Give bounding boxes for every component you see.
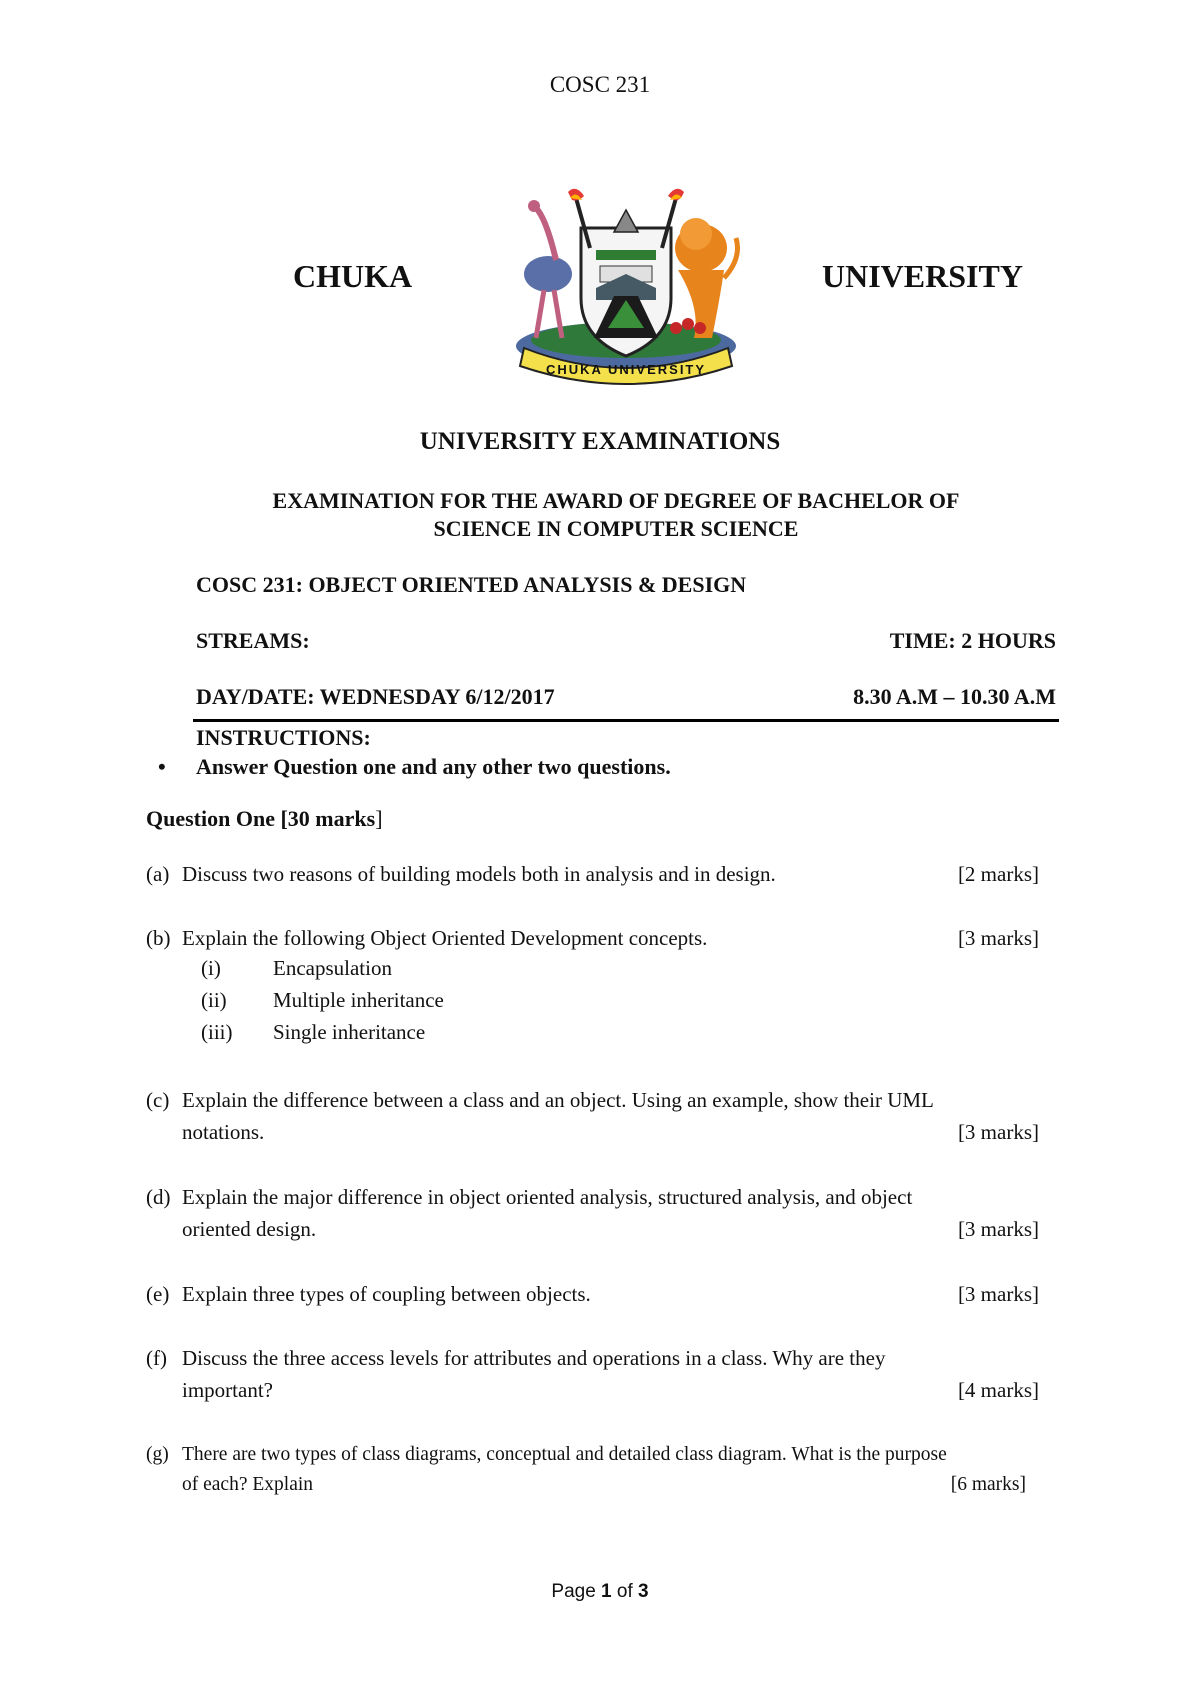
question-one-heading: Question One [30 marks] bbox=[146, 806, 383, 831]
part-text-line-1: Explain the difference between a class and an object. Using an example, show their UML bbox=[182, 1088, 934, 1112]
part-text-line-1: Discuss the three access levels for attributes and operations in a class. Why are they bbox=[182, 1346, 886, 1370]
question-part-a bbox=[146, 858, 1066, 890]
question-part-c bbox=[146, 1084, 1066, 1148]
part-text: Explain three types of coupling between objects. bbox=[182, 1282, 591, 1306]
part-text-line-1: There are two types of class diagrams, conceptual and detailed class diagram. What is the purpose bbox=[182, 1444, 947, 1465]
part-text-line-2: important? bbox=[182, 1378, 273, 1402]
header-course-code: COSC 231 bbox=[549, 72, 651, 97]
logo-ribbon-text: CHUKA UNIVERSITY bbox=[545, 362, 707, 377]
part-letter: (f) bbox=[146, 1346, 167, 1370]
part-letter: (e) bbox=[146, 1282, 170, 1306]
part-text-line-2: oriented design. bbox=[182, 1217, 317, 1241]
question-part-b bbox=[146, 922, 1066, 954]
question-part-d bbox=[146, 1181, 1066, 1245]
part-marks: [3 marks] bbox=[957, 1282, 1039, 1306]
part-letter: (a) bbox=[146, 862, 170, 886]
part-text: Discuss two reasons of building models both in analysis and in design. bbox=[182, 862, 776, 886]
part-marks: [3 marks] bbox=[957, 926, 1039, 950]
bullet-icon: • bbox=[158, 754, 166, 779]
instruction-item: Answer Question one and any other two questions. bbox=[196, 754, 671, 779]
part-letter: (d) bbox=[146, 1185, 171, 1209]
part-text: Explain the following Object Oriented Development concepts. bbox=[182, 926, 708, 950]
exam-title: UNIVERSITY EXAMINATIONS bbox=[419, 428, 781, 455]
time-range: 8.30 A.M – 10.30 A.M bbox=[853, 684, 1056, 709]
university-crest-logo bbox=[496, 188, 756, 392]
page-footer: Page 1 of 3 bbox=[551, 1581, 649, 1602]
university-name-right: UNIVERSITY bbox=[822, 258, 1023, 294]
subitem: (ii) Multiple inheritance bbox=[201, 988, 444, 1012]
instructions-heading: INSTRUCTIONS: bbox=[196, 725, 371, 750]
part-text-line-2: of each? Explain bbox=[182, 1474, 314, 1495]
question-part-e bbox=[146, 1278, 1066, 1310]
part-letter: (b) bbox=[146, 926, 171, 950]
part-marks: [3 marks] bbox=[957, 1120, 1039, 1144]
day-date: DAY/DATE: WEDNESDAY 6/12/2017 bbox=[196, 684, 555, 709]
part-marks: [2 marks] bbox=[957, 862, 1039, 886]
subitem: (iii) Single inheritance bbox=[201, 1020, 426, 1044]
question-part-f bbox=[146, 1342, 1066, 1406]
university-name-left: CHUKA bbox=[293, 258, 413, 294]
part-letter: (c) bbox=[146, 1088, 170, 1112]
degree-line-1: EXAMINATION FOR THE AWARD OF DEGREE OF BACHELOR OF bbox=[272, 488, 960, 513]
question-part-g bbox=[146, 1440, 1066, 1500]
degree-line-2: SCIENCE IN COMPUTER SCIENCE bbox=[433, 516, 799, 541]
part-text-line-2: notations. bbox=[182, 1120, 265, 1144]
part-marks: [6 marks] bbox=[950, 1474, 1026, 1495]
part-marks: [3 marks] bbox=[957, 1217, 1039, 1241]
header-divider bbox=[193, 719, 1059, 722]
part-marks: [4 marks] bbox=[957, 1378, 1039, 1402]
degree-title bbox=[196, 487, 1036, 543]
course-title: COSC 231: OBJECT ORIENTED ANALYSIS & DESIGN bbox=[196, 572, 747, 597]
streams-label: STREAMS: bbox=[196, 628, 310, 653]
part-letter: (g) bbox=[146, 1444, 169, 1465]
subitem: (i) Encapsulation bbox=[201, 956, 392, 980]
time-label: TIME: 2 HOURS bbox=[889, 628, 1056, 653]
part-text-line-1: Explain the major difference in object oriented analysis, structured analysis, and object bbox=[182, 1185, 913, 1209]
